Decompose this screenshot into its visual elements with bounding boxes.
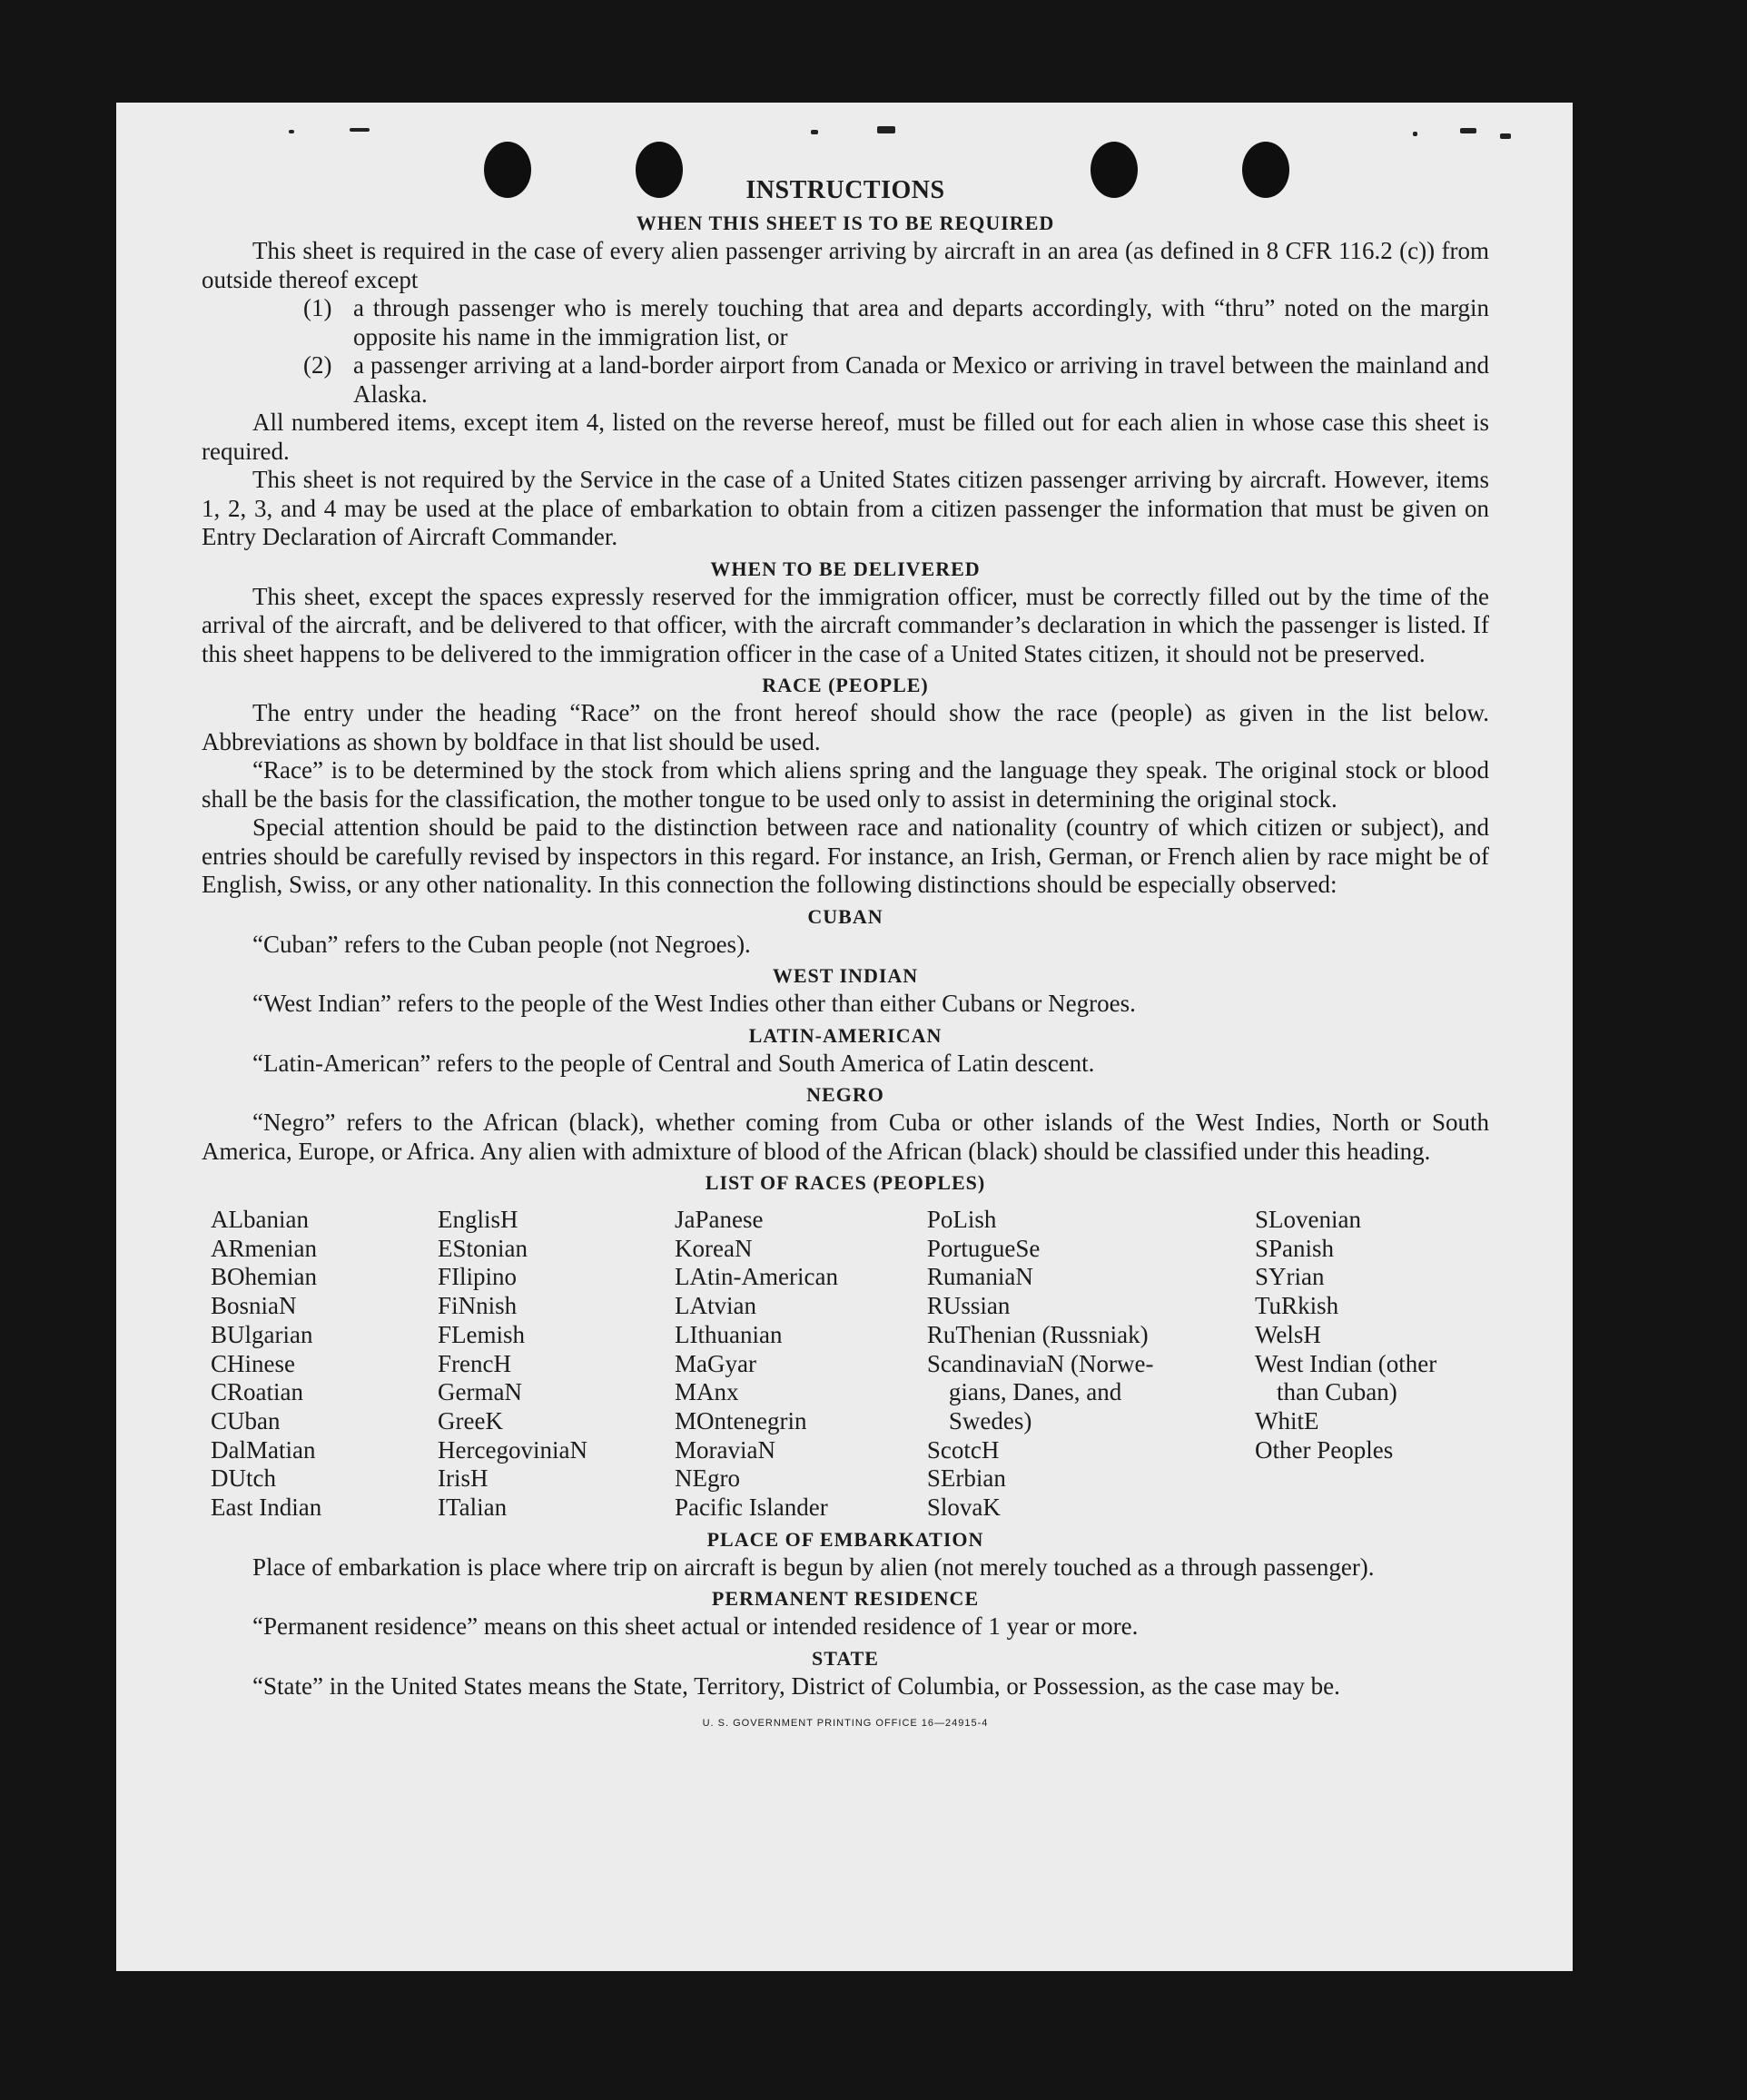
paragraph: “Negro” refers to the African (black), whether coming from Cuba or other islands of the West Indies, North or South America, Europe, or Africa. Any alien with admixture of blood of the African (black) should be classified under this heading. — [202, 1109, 1489, 1165]
paragraph: All numbered items, except item 4, listed on the reverse hereof, must be filled out for each alien in whose case this sheet is required. — [202, 409, 1489, 465]
section-heading: WHEN TO BE DELIVERED — [710, 557, 981, 580]
speck — [1413, 132, 1417, 136]
race-item: SErbian — [926, 1464, 1006, 1493]
speck — [877, 126, 895, 133]
item-text: a passenger arriving at a land-border airport from Canada or Mexico or arriving in travel between the mainland and Alaska. — [353, 351, 1489, 408]
race-item: HercegoviniaN — [438, 1435, 587, 1464]
paragraph: Special attention should be paid to the distinction between race and nationality (country of which citizen or subject), and entries should be carefully revised by inspectors in this regard. For instance, an Irish, German, or French alien by race might be of English, Swiss, or any other nationality. In this connection the following distinctions should be especially observed: — [202, 813, 1489, 898]
race-column — [927, 1206, 1255, 1523]
race-item: SYrian — [1255, 1263, 1325, 1291]
paragraph: This sheet is required in the case of every alien passenger arriving by aircraft in an area (as defined in 8 CFR 116.2 (c)) from outside thereof except — [202, 237, 1489, 293]
paragraph: The entry under the heading “Race” on the front hereof should show the race (people) as given in the list below. Abbreviations as shown by boldface in that list should be used. — [202, 699, 1489, 755]
race-item: ScotcH — [926, 1435, 1000, 1464]
section-heading: STATE — [812, 1646, 879, 1670]
race-item: West Indian (other — [1255, 1349, 1437, 1377]
race-item: FrencH — [438, 1349, 512, 1377]
race-item: JaPanese — [675, 1206, 764, 1233]
race-item: SLovenian — [1255, 1206, 1361, 1233]
race-column — [211, 1206, 438, 1523]
paragraph: “Race” is to be determined by the stock from which aliens spring and the language they speak. The original stock or blood shall be the basis for the classification, the mother tongue to be used only to assist in determining the original stock. — [202, 756, 1489, 813]
race-item: MAnx — [675, 1378, 739, 1406]
list-item — [202, 351, 1489, 409]
section-heading: PLACE OF EMBARKATION — [706, 1527, 984, 1551]
race-item: FiNnish — [438, 1292, 518, 1320]
race-item: LAtin-American — [675, 1263, 838, 1291]
race-item: CUban — [211, 1406, 281, 1435]
paragraph: This sheet is not required by the Service in the case of a United States citizen passenger arriving by aircraft. However, items 1, 2, 3, and 4 may be used at the place of embarkation to obtain from a citizen passenger the information that must be given on Entry Declaration of Aircraft Commander. — [202, 466, 1489, 550]
race-item: TuRkish — [1255, 1292, 1339, 1320]
punch-hole — [636, 142, 683, 198]
section-heading: PERMANENT RESIDENCE — [711, 1587, 980, 1611]
race-item: BUlgarian — [211, 1320, 313, 1348]
race-column — [1255, 1206, 1489, 1523]
race-item: MOntenegrin — [675, 1406, 807, 1435]
race-item: WhitE — [1255, 1406, 1319, 1435]
race-item: CRoatian — [211, 1378, 303, 1406]
race-item: ScandinaviaN (Norwe- — [926, 1349, 1154, 1377]
race-item: RUssian — [926, 1292, 1011, 1320]
race-item: PortugueSe — [926, 1234, 1041, 1262]
race-item: MaGyar — [675, 1349, 756, 1377]
race-item: than Cuban) — [1277, 1378, 1397, 1406]
race-item: GermaN — [438, 1378, 523, 1406]
section-heading: CUBAN — [807, 904, 883, 928]
speck — [350, 128, 370, 132]
section-heading: RACE (PEOPLE) — [762, 674, 929, 696]
page-title: INSTRUCTIONS — [745, 176, 945, 204]
race-item: GreeK — [438, 1406, 504, 1435]
paragraph: Place of embarkation is place where trip on aircraft is begun by alien (not merely touched as a through passenger). — [252, 1553, 1375, 1581]
speck — [811, 130, 818, 134]
race-item: DUtch — [211, 1464, 276, 1493]
section-heading: NEGRO — [806, 1083, 884, 1106]
race-item: RuThenian (Russniak) — [926, 1320, 1149, 1348]
race-item: LIthuanian — [675, 1320, 783, 1348]
punch-hole — [484, 142, 531, 198]
race-item: Pacific Islander — [675, 1494, 828, 1522]
race-column — [675, 1206, 927, 1523]
race-item: SPanish — [1255, 1234, 1335, 1262]
document-page — [116, 103, 1573, 1971]
race-item: FIlipino — [438, 1263, 518, 1291]
race-item: KoreaN — [675, 1234, 753, 1262]
item-text: a through passenger who is merely touching that area and departs accordingly, with “thru” noted on the margin opposite his name in the immigration list, or — [353, 294, 1489, 350]
punch-hole — [1242, 142, 1289, 198]
race-item: BOhemian — [211, 1263, 317, 1291]
race-item: East Indian — [211, 1494, 322, 1522]
speck — [289, 130, 294, 133]
race-item: IrisH — [438, 1464, 489, 1493]
race-item: EStonian — [438, 1234, 528, 1262]
race-item: ITalian — [438, 1494, 508, 1522]
race-item: Other Peoples — [1255, 1435, 1394, 1464]
race-item: WelsH — [1255, 1320, 1321, 1348]
race-item: PoLish — [926, 1206, 997, 1233]
race-item: FLemish — [438, 1320, 526, 1348]
item-number: (2) — [303, 351, 332, 379]
race-item: DalMatian — [211, 1435, 316, 1464]
section-heading: LIST OF RACES (PEOPLES) — [705, 1171, 986, 1194]
race-item: SlovaK — [926, 1494, 1001, 1522]
race-item: CHinese — [211, 1349, 295, 1377]
section-heading: LATIN-AMERICAN — [748, 1023, 943, 1047]
paragraph: This sheet, except the spaces expressly reserved for the immigration officer, must be correctly filled out by the time of the arrival of the aircraft, and be delivered to that officer, with the aircraft commander’s declaration in which the passenger is listed. If this sheet happens to be delivered to the immigration officer in the case of a United States citizen, it should not be preserved. — [202, 582, 1489, 667]
paragraph: “Cuban” refers to the Cuban people (not Negroes). — [252, 930, 751, 958]
race-item: gians, Danes, and — [948, 1378, 1122, 1406]
race-list — [211, 1206, 1489, 1523]
race-item: MoraviaN — [675, 1435, 775, 1464]
printer-footer: U. S. GOVERNMENT PRINTING OFFICE 16—24915-4 — [702, 1718, 989, 1730]
race-item: EnglisH — [438, 1206, 518, 1233]
race-item: ARmenian — [211, 1234, 317, 1262]
race-item: BosniaN — [211, 1292, 297, 1320]
paragraph: “State” in the United States means the State, Territory, District of Columbia, or Possession, as the case may be. — [252, 1671, 1340, 1700]
paragraph: “Latin-American” refers to the people of Central and South America of Latin descent. — [252, 1049, 1095, 1077]
section-heading: WHEN THIS SHEET IS TO BE REQUIRED — [636, 212, 1055, 234]
race-item: ALbanian — [211, 1206, 309, 1233]
punch-hole — [1091, 142, 1138, 198]
race-item: LAtvian — [675, 1292, 756, 1320]
speck — [1500, 133, 1511, 139]
list-item — [202, 294, 1489, 351]
speck — [1460, 128, 1476, 133]
race-column — [438, 1206, 675, 1523]
race-item: Swedes) — [948, 1406, 1032, 1435]
section-heading: WEST INDIAN — [772, 964, 919, 987]
item-number: (1) — [303, 294, 332, 321]
race-item: NEgro — [675, 1464, 740, 1493]
race-item: RumaniaN — [926, 1263, 1033, 1291]
paragraph: “Permanent residence” means on this sheet actual or intended residence of 1 year or more. — [252, 1612, 1139, 1641]
paragraph: “West Indian” refers to the people of the West Indies other than either Cubans or Negroes. — [252, 990, 1136, 1017]
